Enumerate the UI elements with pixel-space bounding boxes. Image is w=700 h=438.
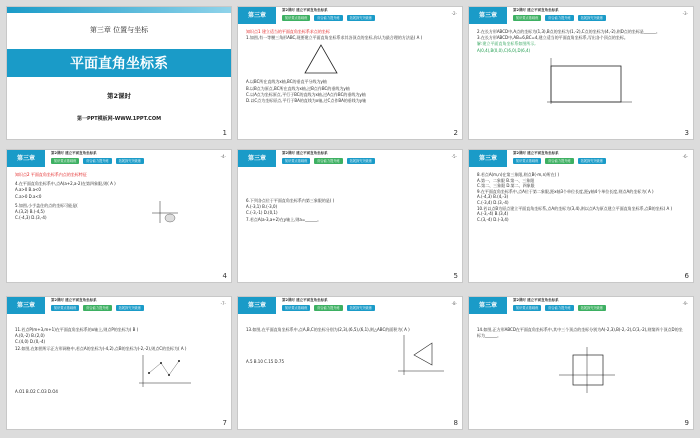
slide-number: 3 — [684, 129, 689, 137]
slide-header — [469, 7, 693, 24]
section-tabs — [51, 158, 144, 164]
tab-comprehensive[interactable]: 综合能力提升练 — [314, 305, 342, 311]
slide-header — [7, 150, 231, 167]
tab-basic[interactable]: 知识要点基础练 — [513, 305, 541, 311]
chapter-badge: 第三章 — [7, 150, 45, 167]
tab-extension[interactable]: 拓展探究突破练 — [578, 15, 606, 21]
slide-thumbnail-6[interactable] — [468, 149, 694, 283]
question-text: 8.若点A(m,n)在第三象限,则点B(-m,n)所在( ) — [477, 172, 560, 177]
chapter-badge: 第三章 — [7, 297, 45, 314]
page-indicator: -7- — [220, 301, 226, 306]
option-row: C.(4,0) D.(0,-4) — [15, 339, 46, 345]
triangle-coordinate-figure — [396, 333, 446, 377]
option-d: D.以C点为坐标原点,平行于BA的直线为x轴,过C点作BA的垂线为y轴 — [246, 98, 367, 104]
tab-extension[interactable]: 拓展探究突破练 — [347, 158, 375, 164]
decorative-band — [7, 7, 231, 13]
page-indicator: -2- — [451, 11, 457, 16]
option-row: C.(-4,3) D.(3,-4) — [15, 215, 47, 221]
section-tabs — [282, 15, 375, 21]
slide-header — [238, 297, 462, 314]
slide-number: 6 — [684, 272, 689, 280]
lesson-title: 第2课时 建立平面直角坐标系 — [51, 151, 97, 155]
chapter-badge: 第三章 — [469, 297, 507, 314]
chapter-badge: 第三章 — [469, 7, 507, 24]
page-indicator: -3- — [682, 11, 688, 16]
option-row: A.5 B.10 C.15 D.75 — [246, 359, 284, 365]
slide-header — [469, 297, 693, 314]
lesson-title: 第2课时 建立平面直角坐标系 — [51, 298, 97, 302]
slide-body — [477, 172, 685, 222]
knowledge-point: 知识点1 建立适当的平面直角坐标系求点的坐标 — [246, 29, 330, 34]
slide-number: 1 — [222, 129, 227, 137]
page-indicator: -9- — [682, 301, 688, 306]
tab-comprehensive[interactable]: 综合能力提升练 — [314, 158, 342, 164]
option-row: C.第二、三象限 D.第二、四象限 — [477, 183, 535, 189]
slide-number: 5 — [453, 272, 458, 280]
chapter-badge: 第三章 — [238, 297, 276, 314]
tab-basic[interactable]: 知识要点基础练 — [513, 15, 541, 21]
slide-number: 7 — [222, 419, 227, 427]
knowledge-point: 知识点2 平面直角坐标系内点的坐标特征 — [15, 172, 87, 177]
option-row: C.a>0 D.a<0 — [15, 193, 42, 199]
slide-header — [238, 150, 462, 167]
question-text: 4.在平面直角坐标系中,点A(a+2,a-2)在第四象限,则( A ) — [15, 181, 116, 187]
slide-body — [15, 327, 223, 395]
option-row: A.(-3,-4) B.(3,4) — [477, 211, 509, 217]
slide-thumbnail-9[interactable] — [468, 296, 694, 430]
chapter-badge: 第三章 — [469, 150, 507, 167]
lesson-title: 第2课时 建立平面直角坐标系 — [513, 298, 559, 302]
tab-comprehensive[interactable]: 综合能力提升练 — [83, 158, 111, 164]
lesson-title: 第2课时 建立平面直角坐标系 — [282, 298, 328, 302]
option-row: A.(0,-2) B.(2,0) — [15, 333, 45, 339]
section-tabs — [282, 305, 375, 311]
option-row: A.第一、二象限 B.第一、三象限 — [477, 177, 535, 183]
triangle-figure — [301, 43, 341, 77]
question-text: 2.在长方形ABCD中,A点的坐标为(1,3),B点的坐标为(1,-2),C点的坐标为(4,-2),则D点的坐标是______。 — [477, 29, 660, 34]
slide-number: 4 — [222, 272, 227, 280]
slide-thumbnail-2[interactable] — [237, 6, 463, 140]
slide-header — [238, 7, 462, 24]
option-b: B.以B点为原点,BC所在直线为x轴,过B点作BC的垂线为y轴 — [246, 85, 350, 91]
option-row: A.(-4,3) B.(4,-3) — [477, 194, 509, 200]
question-text: 6.下列各点位于平面直角坐标系内第三象限的是( ) — [246, 198, 335, 203]
chapter-title: 第三章 位置与坐标 — [89, 26, 149, 34]
tab-basic[interactable]: 知识要点基础练 — [513, 158, 541, 164]
slide-body — [15, 172, 223, 221]
slide-body — [477, 29, 685, 106]
slide-body — [246, 198, 454, 223]
tab-comprehensive[interactable]: 综合能力提升练 — [545, 158, 573, 164]
slide-header — [7, 297, 231, 314]
slide-thumbnail-8[interactable] — [237, 296, 463, 430]
tab-basic[interactable]: 知识要点基础练 — [282, 305, 310, 311]
tab-extension[interactable]: 拓展探究突破练 — [116, 305, 144, 311]
question-text: 13.如图,在平面直角坐标系中,点A,B,C的坐标分别为(2,3),(6,5),(6,1),则△ABC的面积为( A ) — [246, 327, 410, 332]
question-text: 1.如图,有一等腰三角形ABC,现要建立平面直角坐标系求其各顶点的坐标,你认为最合理的方法是( A ) — [246, 35, 423, 41]
slide-body — [246, 29, 454, 104]
question-text: 11.若点P(m+3,m+1)在平面直角坐标系的x轴上,则点P的坐标为( B ) — [15, 327, 139, 332]
page-indicator: -8- — [451, 301, 457, 306]
slide-thumbnail-1[interactable] — [6, 6, 232, 140]
question-text: 12.如图,在如图所示正方形网格中,若点A的坐标为(-4,2),点B的坐标为(-2,-2),则点C的坐标为( A ) — [15, 345, 187, 351]
section-tabs — [513, 15, 606, 21]
slide-thumbnail-5[interactable] — [237, 149, 463, 283]
option-row: C.(-3,4) D.(3,-4) — [477, 199, 509, 205]
slide-number: 2 — [453, 129, 458, 137]
tab-comprehensive[interactable]: 综合能力提升练 — [545, 15, 573, 21]
tab-extension[interactable]: 拓展探究突破练 — [116, 158, 144, 164]
tab-comprehensive[interactable]: 综合能力提升练 — [314, 15, 342, 21]
page-indicator: -6- — [682, 154, 688, 159]
page-indicator: -5- — [451, 154, 457, 159]
tab-extension[interactable]: 拓展探究突破练 — [347, 305, 375, 311]
lesson-label: 第2课时 — [106, 92, 132, 100]
option-c: C.以A点为坐标原点,平行于BC的直线为x轴,过A点作BC的垂线为y轴 — [246, 91, 366, 97]
question-text: 5.如图,小手盖住的点的坐标可能是( — [15, 202, 78, 208]
lesson-title: 第2课时 建立平面直角坐标系 — [513, 8, 559, 12]
option-a: A.以BC所在直线为x轴,BC的垂直平分线为y轴 — [246, 79, 327, 85]
tab-extension[interactable]: 拓展探究突破练 — [578, 158, 606, 164]
tab-basic[interactable]: 知识要点基础练 — [282, 158, 310, 164]
hand-axis-figure — [150, 199, 180, 225]
page-indicator: -4- — [220, 154, 226, 159]
chapter-badge: 第三章 — [238, 7, 276, 24]
rectangle-figure — [537, 56, 637, 106]
answer-points: A(0,4),B(0,0),C(6,0),D(6,4) — [477, 47, 531, 53]
slide-thumbnail-7[interactable] — [6, 296, 232, 430]
site-label: 第一PPT模板网-WWW.1PPT.COM — [76, 116, 162, 122]
slide-thumbnail-3[interactable] — [468, 6, 694, 140]
tab-comprehensive[interactable]: 综合能力提升练 — [545, 305, 573, 311]
section-tabs — [51, 305, 144, 311]
slide-body — [477, 327, 685, 395]
lesson-title: 第2课时 建立平面直角坐标系 — [282, 151, 328, 155]
tab-basic[interactable]: 知识要点基础练 — [51, 305, 79, 311]
option-row: A.O1 B.O2 C.O3 D.O4 — [15, 388, 58, 394]
slide-thumbnail-4[interactable] — [6, 149, 232, 283]
question-text: 10.若以点B为原点建立平面直角坐标系,点A的坐标为(3,4),则以点A为原点建立平面直角坐标系,点B的坐标( A ) — [477, 205, 673, 211]
chapter-badge: 第三章 — [238, 150, 276, 167]
grid-figure — [135, 353, 195, 389]
answer-text: 解:建立平面直角坐标系如图所示, — [477, 41, 536, 47]
square-coordinate-figure — [557, 345, 617, 395]
option-row: C.(3,-4) D.(-3,4) — [477, 216, 509, 222]
tab-extension[interactable]: 拓展探究突破练 — [578, 305, 606, 311]
lesson-title: 第2课时 建立平面直角坐标系 — [282, 8, 328, 12]
question-text: 7.若点A(a-3,a+2)在y轴上,则a=______。 — [246, 216, 322, 222]
slide-number: 9 — [684, 419, 689, 427]
slide-title: 平面直角坐标系 — [70, 56, 168, 72]
option-row: A.(3,2) B.(-4,5) — [15, 209, 45, 215]
question-text: 14.如图,正方形ABCD在平面直角坐标系中,其中三个顶点的坐标分别为A(-2,3),B(-2,-2),C(3,-2),则第四个顶点D的坐标为______。 — [477, 327, 683, 339]
slide-header — [469, 150, 693, 167]
question-text: 9.在平面直角坐标系中,点A位于第二象限,距x轴3个单位长度,距y轴4个单位长度,则点A的坐标为( A ) — [477, 188, 654, 194]
option-row: C.(-3,-1) D.(0,1) — [246, 210, 278, 216]
section-tabs — [513, 158, 606, 164]
option-row: A.a>0 B.a<0 — [15, 187, 41, 193]
slide-number: 8 — [453, 419, 458, 427]
slide-body — [246, 327, 454, 383]
lesson-title: 第2课时 建立平面直角坐标系 — [513, 151, 559, 155]
section-tabs — [513, 305, 606, 311]
tab-extension[interactable]: 拓展探究突破练 — [347, 15, 375, 21]
option-row: A.(-3,1) B.(-3,0) — [246, 204, 278, 210]
question-text: 3.在长方形ABCD中,AB=6,BC=4,建立适当的平面直角坐标系,写出各个顶点的坐标。 — [477, 35, 628, 41]
tab-basic[interactable]: 知识要点基础练 — [51, 158, 79, 164]
section-tabs — [282, 158, 375, 164]
tab-basic[interactable]: 知识要点基础练 — [282, 15, 310, 21]
tab-comprehensive[interactable]: 综合能力提升练 — [83, 305, 111, 311]
